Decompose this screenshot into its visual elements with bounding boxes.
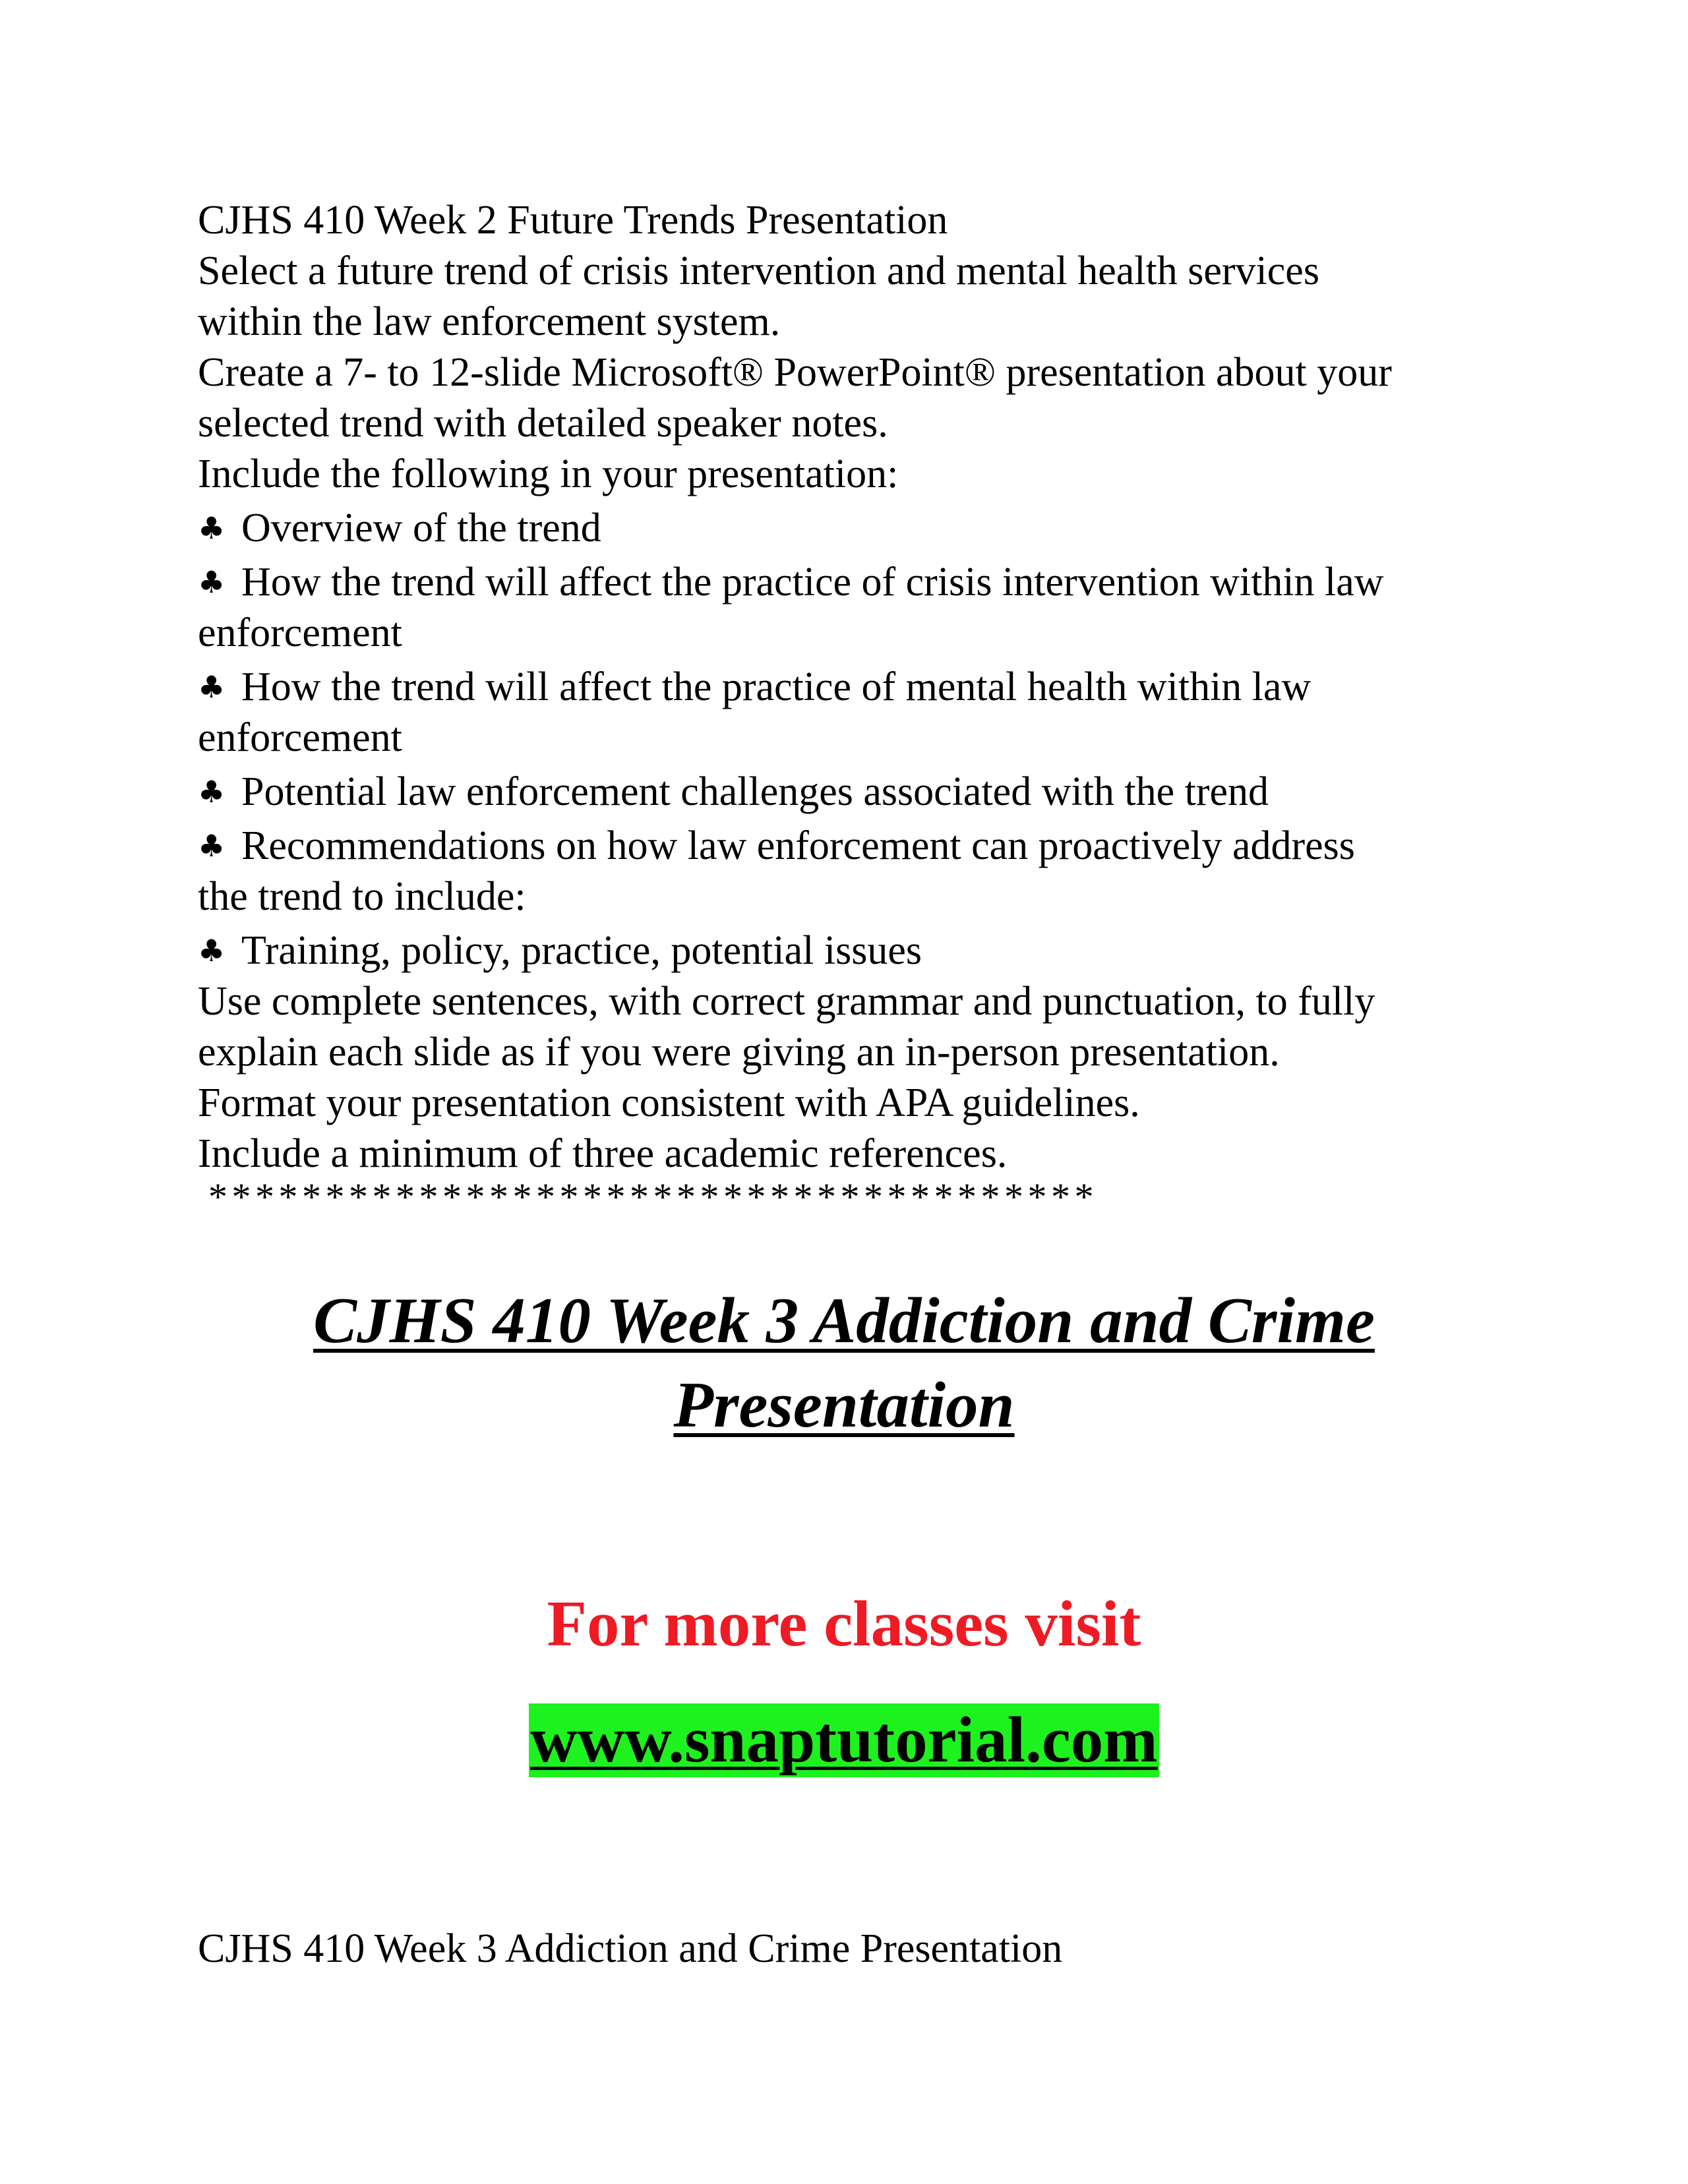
description-line: Create a 7- to 12-slide Microsoft® PowerPoint® presentation about your (198, 350, 1392, 395)
bullet-item (198, 817, 1517, 871)
include-intro: Include the following in your presentation: (198, 452, 899, 496)
club-bullet-icon: ♣ (198, 669, 226, 705)
closing-line: explain each slide as if you were giving an in-person presentation. (198, 1030, 1280, 1075)
bullet-continuation: enforcement (198, 715, 402, 760)
heading-line: Presentation (673, 1369, 1015, 1441)
club-bullet-icon: ♣ (198, 828, 226, 864)
closing-line: Format your presentation consistent with APA guidelines. (198, 1080, 1140, 1125)
assignment-title: CJHS 410 Week 2 Future Trends Presentation (198, 198, 948, 243)
club-bullet-icon: ♣ (198, 564, 226, 600)
bullet-text: Training, policy, practice, potential issues (241, 928, 922, 973)
bullet-item (198, 500, 1517, 554)
heading-line: CJHS 410 Week 3 Addiction and Crime (313, 1285, 1375, 1357)
promo-link-container (0, 1703, 1688, 1777)
bullet-text: Potential law enforcement challenges associated with the trend (241, 769, 1269, 814)
description-line: selected trend with detailed speaker notes. (198, 401, 888, 446)
website-link[interactable]: www.snaptutorial.com (530, 1704, 1158, 1776)
closing-line: Include a minimum of three academic references. (198, 1131, 1008, 1176)
bullet-text: Recommendations on how law enforcement can proactively address (241, 823, 1355, 868)
bullet-continuation: enforcement (198, 610, 402, 655)
assignment-description (198, 195, 1517, 1179)
bullet-text: How the trend will affect the practice of crisis intervention within law (241, 560, 1384, 605)
bullet-item (198, 922, 1517, 976)
bullet-item (198, 763, 1517, 817)
bullet-item (198, 554, 1517, 608)
asterisk-separator: ************************************** (208, 1175, 1098, 1218)
footer-title: CJHS 410 Week 3 Addiction and Crime Presentation (198, 1926, 1063, 1971)
section-heading (0, 1279, 1688, 1448)
club-bullet-icon: ♣ (198, 774, 226, 810)
bullet-text: Overview of the trend (241, 506, 601, 550)
closing-line: Use complete sentences, with correct grammar and punctuation, to fully (198, 979, 1375, 1024)
bullet-item (198, 659, 1517, 713)
promo-text: For more classes visit (547, 1588, 1141, 1660)
bullet-text: How the trend will affect the practice of mental health within law (241, 664, 1311, 709)
description-line: within the law enforcement system. (198, 299, 781, 344)
club-bullet-icon: ♣ (198, 933, 226, 968)
bullet-continuation: the trend to include: (198, 874, 526, 919)
description-line: Select a future trend of crisis intervention and mental health services (198, 249, 1319, 293)
club-bullet-icon: ♣ (198, 510, 226, 546)
